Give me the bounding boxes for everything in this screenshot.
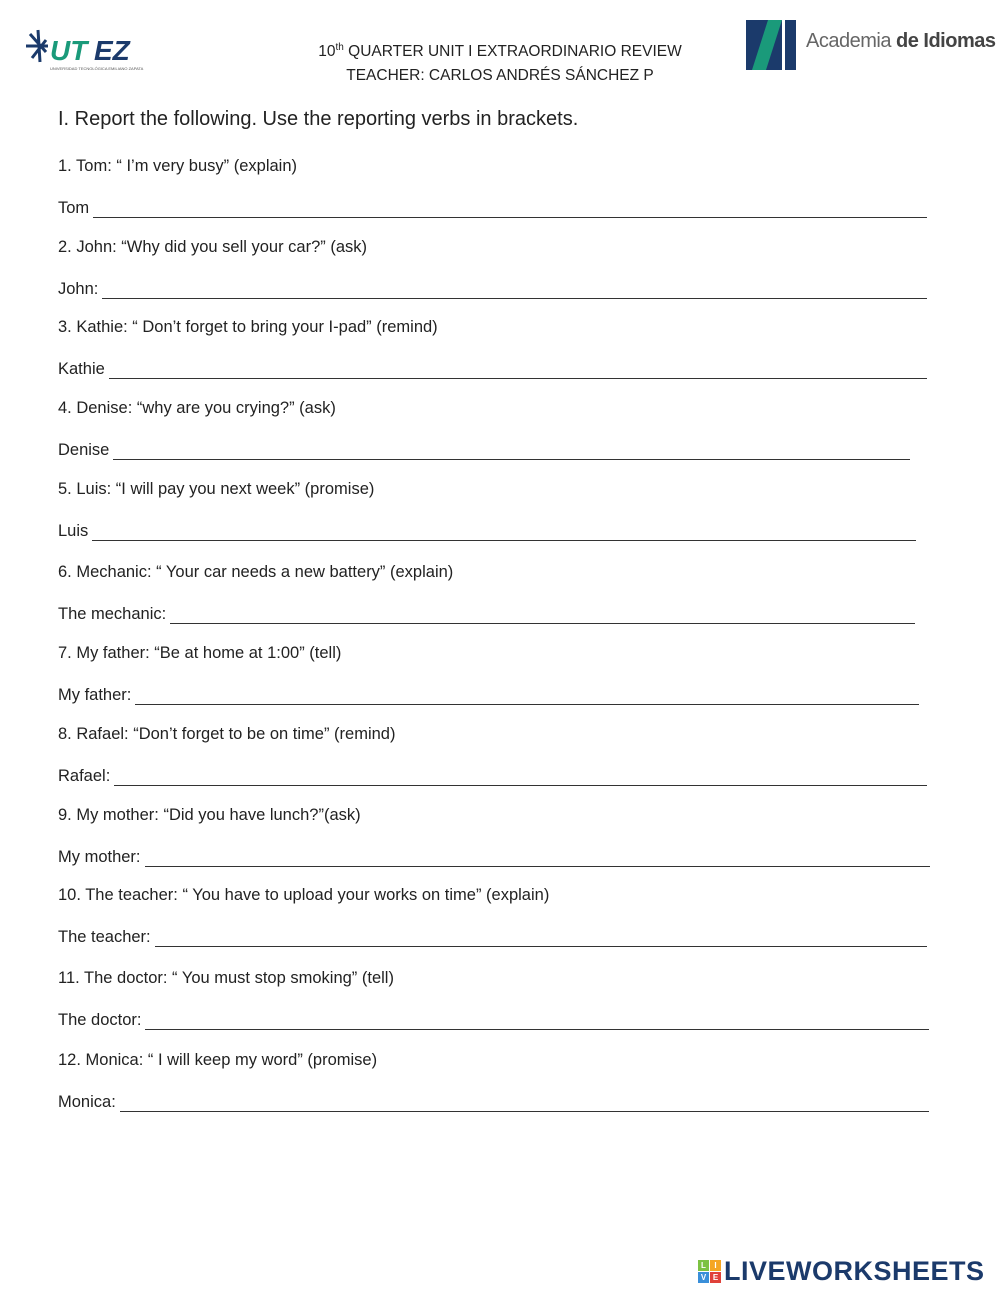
- question-2: 2. John: “Why did you sell your car?” (ask): [58, 238, 368, 256]
- answer-label: My mother:: [58, 848, 141, 866]
- answer-label: Tom: [58, 199, 90, 217]
- svg-text:UT: UT: [50, 35, 88, 66]
- instructions: I. Report the following. Use the reporting verbs in brackets.: [58, 108, 579, 130]
- answer-label: My father:: [58, 686, 132, 704]
- answer-input-5[interactable]: [92, 520, 916, 541]
- answer-row: [58, 765, 927, 786]
- svg-text:EZ: EZ: [94, 35, 130, 66]
- worksheet-title: 10th QUARTER UNIT I EXTRAORDINARIO REVIEW: [318, 42, 682, 61]
- question-4: 4. Denise: “why are you crying?” (ask): [58, 399, 336, 417]
- question-3: 3. Kathie: “ Don’t forget to bring your I-pad” (remind): [58, 318, 438, 336]
- answer-label: Kathie: [58, 360, 105, 378]
- answer-input-2[interactable]: [102, 278, 927, 299]
- question-12: 12. Monica: “ I will keep my word” (promise): [58, 1051, 378, 1069]
- question-10: 10. The teacher: “ You have to upload your works on time” (explain): [58, 886, 550, 904]
- answer-input-7[interactable]: [135, 684, 919, 705]
- answer-label: The teacher:: [58, 928, 151, 946]
- live-badge-icon: L I V E: [698, 1260, 721, 1283]
- answer-row: [58, 1009, 929, 1030]
- academia-logo-mark: [746, 20, 796, 70]
- answer-input-1[interactable]: [93, 197, 927, 218]
- answer-row: [58, 358, 927, 379]
- teacher-name: TEACHER: CARLOS ANDRÉS SÁNCHEZ P: [346, 67, 654, 85]
- answer-label: Denise: [58, 441, 110, 459]
- question-9: 9. My mother: “Did you have lunch?”(ask): [58, 806, 361, 824]
- answer-row: [58, 846, 930, 867]
- answer-label: The doctor:: [58, 1011, 142, 1029]
- answer-input-10[interactable]: [155, 926, 927, 947]
- answer-label: The mechanic:: [58, 605, 167, 623]
- liveworksheets-logo: [698, 1256, 985, 1287]
- answer-row: [58, 684, 919, 705]
- answer-input-6[interactable]: [170, 603, 915, 624]
- answer-input-4[interactable]: [113, 439, 910, 460]
- answer-label: Luis: [58, 522, 89, 540]
- answer-input-8[interactable]: [114, 765, 927, 786]
- liveworksheets-brand: LIVEWORKSHEETS: [724, 1256, 985, 1286]
- answer-label: Monica:: [58, 1093, 116, 1111]
- answer-label: John:: [58, 280, 99, 298]
- question-6: 6. Mechanic: “ Your car needs a new battery” (explain): [58, 563, 454, 581]
- answer-label: Rafael:: [58, 767, 111, 785]
- answer-input-3[interactable]: [109, 358, 927, 379]
- answer-input-12[interactable]: [120, 1091, 929, 1112]
- idiomas-text: de Idiomas: [896, 30, 996, 52]
- question-8: 8. Rafael: “Don’t forget to be on time” (remind): [58, 725, 396, 743]
- question-1: 1. Tom: “ I’m very busy” (explain): [58, 157, 298, 175]
- question-7: 7. My father: “Be at home at 1:00” (tell): [58, 644, 342, 662]
- question-11: 11. The doctor: “ You must stop smoking” (tell): [58, 969, 394, 987]
- question-5: 5. Luis: “I will pay you next week” (promise): [58, 480, 375, 498]
- answer-input-11[interactable]: [145, 1009, 929, 1030]
- answer-row: [58, 439, 910, 460]
- answer-row: [58, 926, 927, 947]
- answer-row: [58, 1091, 929, 1112]
- answer-row: [58, 278, 927, 299]
- answer-row: [58, 603, 915, 624]
- academia-text: Academia: [806, 30, 896, 52]
- answer-input-9[interactable]: [145, 846, 930, 867]
- answer-row: [58, 197, 927, 218]
- academia-logo: [746, 20, 996, 70]
- answer-row: [58, 520, 916, 541]
- svg-text:UNIVERSIDAD TECNOLÓGICA EMILIA: UNIVERSIDAD TECNOLÓGICA EMILIANO ZAPATA: [50, 66, 144, 71]
